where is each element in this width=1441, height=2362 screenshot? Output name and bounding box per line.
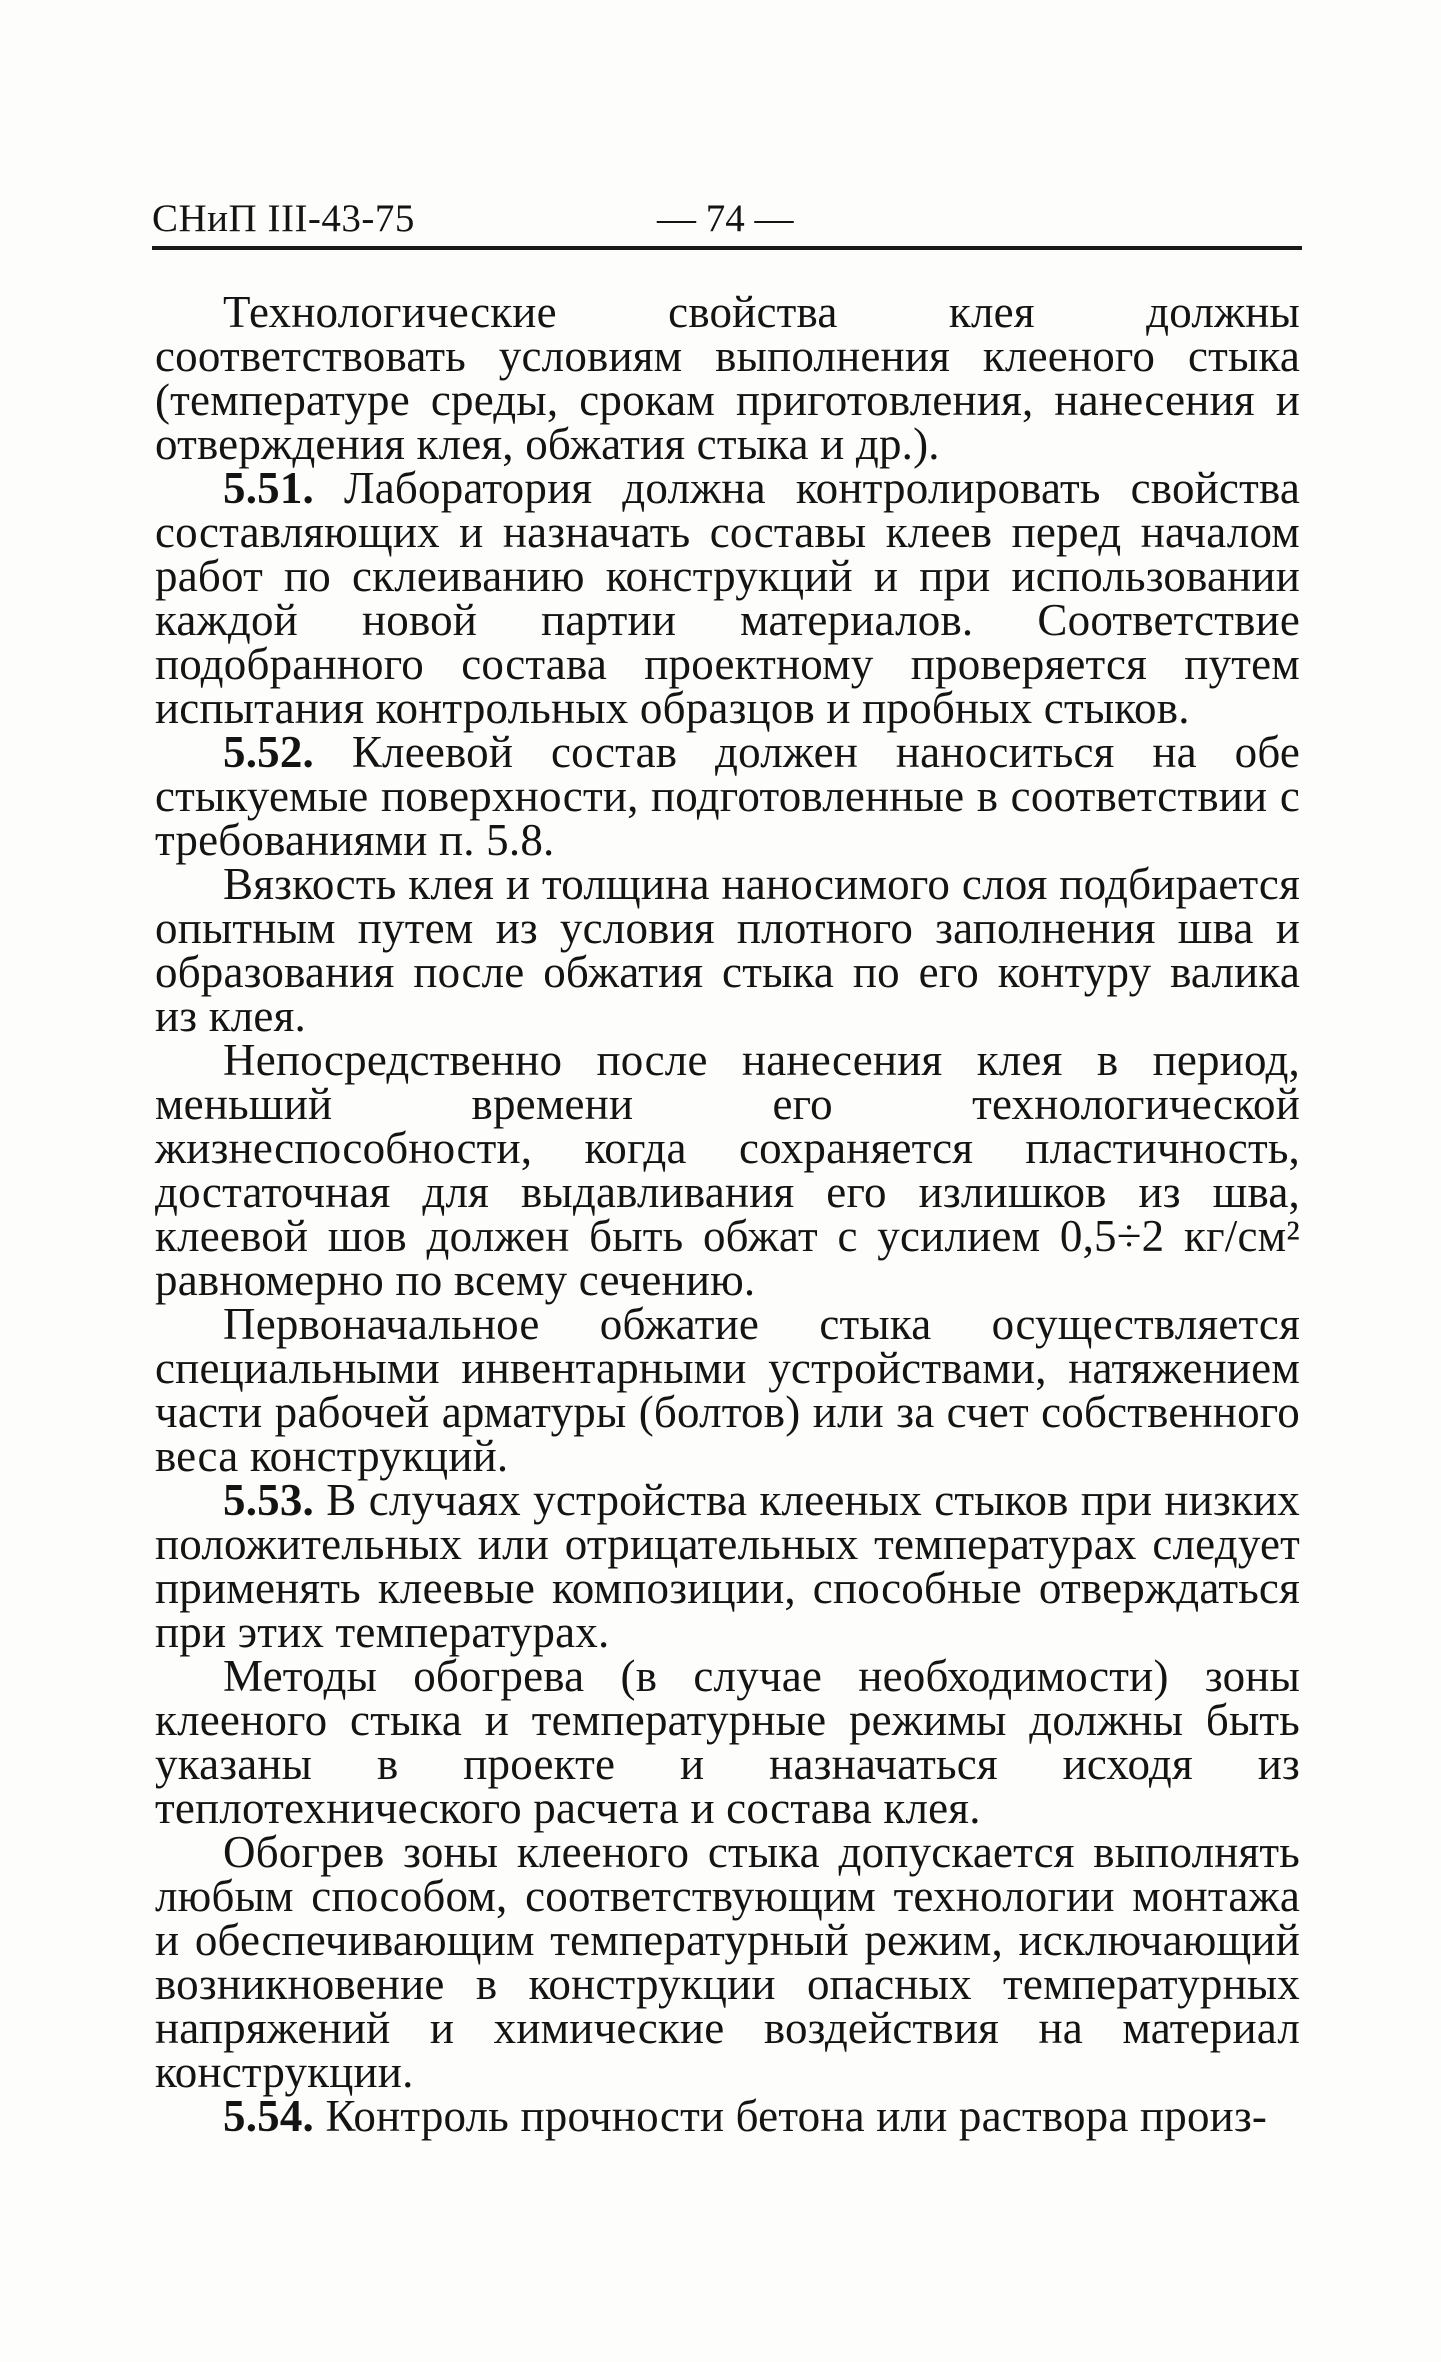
paragraph-text: Клеевой состав должен наноситься на обе стыкуемые поверхности, подготовленные в соответствии с требованиями п. 5.8. bbox=[155, 727, 1300, 865]
paragraph bbox=[155, 727, 1300, 865]
page-body bbox=[155, 287, 1300, 2141]
paragraph bbox=[155, 1827, 1300, 2097]
paragraph bbox=[155, 2091, 1300, 2141]
page-header bbox=[152, 180, 1302, 240]
paragraph bbox=[155, 1475, 1300, 1657]
paragraph-text: Лаборатория должна контролировать свойства составляющих и назначать составы клеев перед началом работ по склеиванию конструкций и при использовании каждой новой партии материалов. Соответствие подобранного состава проектному проверяется путем испытания контрольных образцов и пробных стыков. bbox=[155, 463, 1300, 733]
paragraph-text: Первоначальное обжатие стыка осуществляется специальными инвентарными устройствами, натяжением части рабочей арматуры (болтов) или за счет собственного веса конструкций. bbox=[155, 1299, 1300, 1481]
page-number: — 74 — bbox=[657, 197, 794, 240]
paragraph bbox=[155, 859, 1300, 1041]
paragraph-text: Технологические свойства клея должны соответствовать условиям выполнения клееного стыка (температуре среды, срокам приготовления, нанесения и отверждения клея, обжатия стыка и др.). bbox=[155, 287, 1300, 469]
paragraph-text: Контроль прочности бетона или раствора произ- bbox=[314, 2091, 1268, 2141]
paragraph-text: Непосредственно после нанесения клея в период, меньший времени его технологической жизнеспособности, когда сохраняется пластичность, достаточная для выдавливания его излишков из шва, клеевой шов должен быть обжат с усилием 0,5÷2 кг/см² равномерно по всему сечению. bbox=[155, 1035, 1300, 1305]
clause-number: 5.52. bbox=[223, 727, 314, 777]
paragraph bbox=[155, 1651, 1300, 1833]
paragraph bbox=[155, 1035, 1300, 1305]
clause-number: 5.53. bbox=[223, 1475, 314, 1525]
paragraph-text: В случаях устройства клееных стыков при низких положительных или отрицательных температурах следует применять клеевые композиции, способные отверждаться при этих температурах. bbox=[155, 1475, 1300, 1657]
clause-number: 5.54. bbox=[223, 2091, 314, 2141]
paragraph-text: Вязкость клея и толщина наносимого слоя подбирается опытным путем из условия плотного заполнения шва и образования после обжатия стыка по его контуру валика из клея. bbox=[155, 859, 1300, 1041]
paragraph-text: Обогрев зоны клееного стыка допускается выполнять любым способом, соответствующим технологии монтажа и обеспечивающим температурный режим, исключающий возникновение в конструкции опасных температурных напряжений и химические воздействия на материал конструкции. bbox=[155, 1827, 1300, 2097]
paragraph bbox=[155, 287, 1300, 469]
header-rule bbox=[152, 246, 1302, 250]
paragraph bbox=[155, 1299, 1300, 1481]
clause-number: 5.51. bbox=[223, 463, 314, 513]
paragraph bbox=[155, 463, 1300, 733]
paragraph-text: Методы обогрева (в случае необходимости) зоны клееного стыка и температурные режимы должны быть указаны в проекте и назначаться исходя из теплотехнического расчета и состава клея. bbox=[155, 1651, 1300, 1833]
document-code: СНиП III-43-75 bbox=[152, 197, 415, 240]
